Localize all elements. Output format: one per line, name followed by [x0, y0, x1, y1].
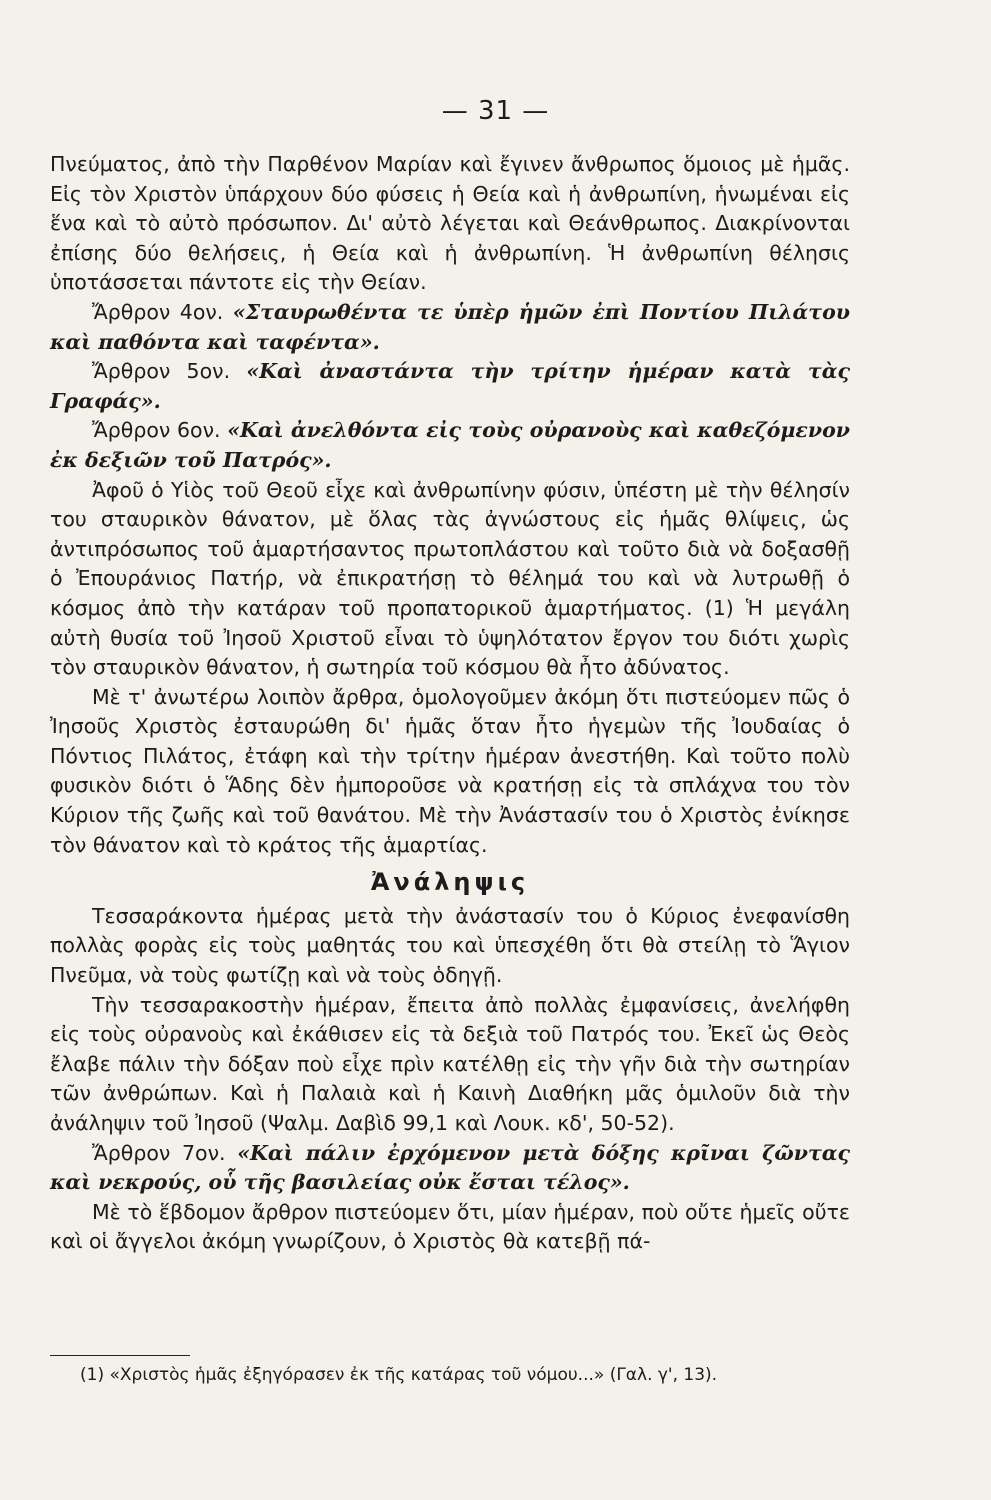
- paragraph: Τὴν τεσσαρακοστὴν ἡμέραν, ἔπειτα ἀπὸ πολλὰς ἐμφανίσεις, ἀνελήφθη εἰς τοὺς οὐρανοὺς καὶ ἐκάθισεν εἰς τὰ δεξιὰ τοῦ Πατρός του. Ἐκεῖ ὡς Θεὸς ἔλαβε πάλιν τὴν δόξαν ποὺ εἶχε πρὶν κατέλθῃ εἰς τὴν γῆν διὰ τὴν σωτηρίαν τῶν ἀνθρώπων. Καὶ ἡ Παλαιὰ καὶ ἡ Καινὴ Διαθήκη μᾶς ὁμιλοῦν διὰ τὴν ἀνάληψιν τοῦ Ἰησοῦ (Ψαλμ. Δαβὶδ 99,1 καὶ Λουκ. κδ', 50-52).: [50, 992, 850, 1135]
- paragraph: Μὲ τὸ ἕβδομον ἄρθρον πιστεύομεν ὅτι, μίαν ἡμέραν, ποὺ οὔτε ἡμεῖς οὔτε καὶ οἱ ἄγγελοι ἀκόμη γνωρίζουν, ὁ Χριστὸς θὰ κατεβῇ πά-: [50, 1199, 850, 1254]
- article-label: Ἄρθρον 5ον.: [92, 359, 247, 384]
- paragraph: Μὲ τ' ἀνωτέρω λοιπὸν ἄρθρα, ὁμολογοῦμεν ἀκόμη ὅτι πιστεύομεν πῶς ὁ Ἰησοῦς Χριστὸς ἐσταυρώθη δι' ἡμᾶς ὅταν ἦτο ἡγεμὼν τῆς Ἰουδαίας ὁ Πόντιος Πιλάτος, ἐτάφη καὶ τὴν τρίτην ἡμέραν ἀνεστήθη. Καὶ τοῦτο πολὺ φυσικὸν διότι ὁ Ἅδης δὲν ἠμποροῦσε νὰ κρατήσῃ εἰς τὰ σπλάχνα του τὸν Κύριον τῆς ζωῆς καὶ τοῦ θανάτου. Μὲ τὴν Ἀνάστασίν του ὁ Χριστὸς ἐνίκησε τὸν θάνατον καὶ τὸ κράτος τῆς ἁμαρτίας.: [50, 684, 850, 857]
- article-label: Ἄρθρον 7ον.: [92, 1140, 238, 1165]
- creed-quote: «Καὶ ἀνελθόντα εἰς τοὺς οὐρανοὺς καὶ καθεζόμενον ἐκ δεξιῶν τοῦ Πατρός».: [50, 418, 850, 472]
- creed-quote: «Σταυρωθέντα τε ὑπὲρ ἡμῶν ἐπὶ Ποντίου Πιλάτου καὶ παθόντα καὶ ταφέντα».: [50, 299, 850, 354]
- article-5: [50, 357, 850, 416]
- footnote: (1) «Χριστὸς ἡμᾶς ἐξηγόρασεν ἐκ τῆς κατάρας τοῦ νόμου...» (Γαλ. γ', 13).: [80, 1365, 718, 1385]
- creed-quote: «Καὶ ἀναστάντα τὴν τρίτην ἡμέραν κατὰ τὰς Γραφάς».: [50, 359, 850, 413]
- section-heading: Ἀνάληψις: [370, 868, 530, 897]
- article-6: [50, 416, 850, 475]
- article-4: [50, 298, 850, 357]
- article-7: [50, 1139, 850, 1198]
- creed-quote: «Καὶ πάλιν ἐρχόμενον μετὰ δόξης κρῖναι ζῶντας καὶ νεκρούς, οὗ τῆς βασιλείας οὐκ ἔσται τέλος».: [50, 1140, 851, 1195]
- paragraph: Ἀφοῦ ὁ Υἱὸς τοῦ Θεοῦ εἶχε καὶ ἀνθρωπίνην φύσιν, ὑπέστη μὲ τὴν θέλησίν του σταυρικὸν θάνατον, μὲ ὅλας τὰς ἀγνώστους εἰς ἡμᾶς θλίψεις, ὡς ἀντιπρόσωπος τοῦ ἁμαρτήσαντος πρωτοπλάστου καὶ τοῦτο διὰ νὰ δοξασθῇ ὁ Ἐπουράνιος Πατήρ, νὰ ἐπικρατήσῃ τὸ θέλημά του καὶ νὰ λυτρωθῇ ὁ κόσμος ἀπὸ τὴν κατάραν τοῦ προπατορικοῦ ἁμαρτήματος. (1) Ἡ μεγάλη αὐτὴ θυσία τοῦ Ἰησοῦ Χριστοῦ εἶναι τὸ ὑψηλότατον ἔργον του διότι χωρὶς τὸν σταυρικὸν θάνατον, ἡ σωτηρία τοῦ κόσμου θὰ ἦτο ἀδύνατος.: [50, 477, 850, 680]
- article-label: Ἄρθρον 6ον.: [92, 418, 228, 443]
- footnote-divider: [50, 1355, 190, 1356]
- page-number: — 31 —: [441, 96, 550, 126]
- paragraph: Πνεύματος, ἀπὸ τὴν Παρθένον Μαρίαν καὶ ἔγινεν ἄνθρωπος ὅμοιος μὲ ἡμᾶς. Εἰς τὸν Χριστὸν ὑπάρχουν δύο φύσεις ἡ Θεία καὶ ἡ ἀνθρωπίνη, ἡνωμέναι εἰς ἕνα καὶ τὸ αὐτὸ πρόσωπον. Δι' αὐτὸ λέγεται καὶ Θεάνθρωπος. Διακρίνονται ἐπίσης δύο θελήσεις, ἡ Θεία καὶ ἡ ἀνθρωπίνη. Ἡ ἀνθρωπίνη θέλησις ὑποτάσσεται πάντοτε εἰς τὴν Θείαν.: [50, 152, 850, 295]
- body-text: [50, 150, 850, 1257]
- article-label: Ἄρθρον 4ον.: [92, 299, 233, 324]
- paragraph: Τεσσαράκοντα ἡμέρας μετὰ τὴν ἀνάστασίν του ὁ Κύριος ἐνεφανίσθη πολλὰς φορὰς εἰς τοὺς μαθητάς του καὶ ὑπεσχέθη ὅτι θὰ στείλῃ τὸ Ἅγιον Πνεῦμα, νὰ τοὺς φωτίζῃ καὶ νὰ τοὺς ὁδηγῇ.: [50, 903, 850, 988]
